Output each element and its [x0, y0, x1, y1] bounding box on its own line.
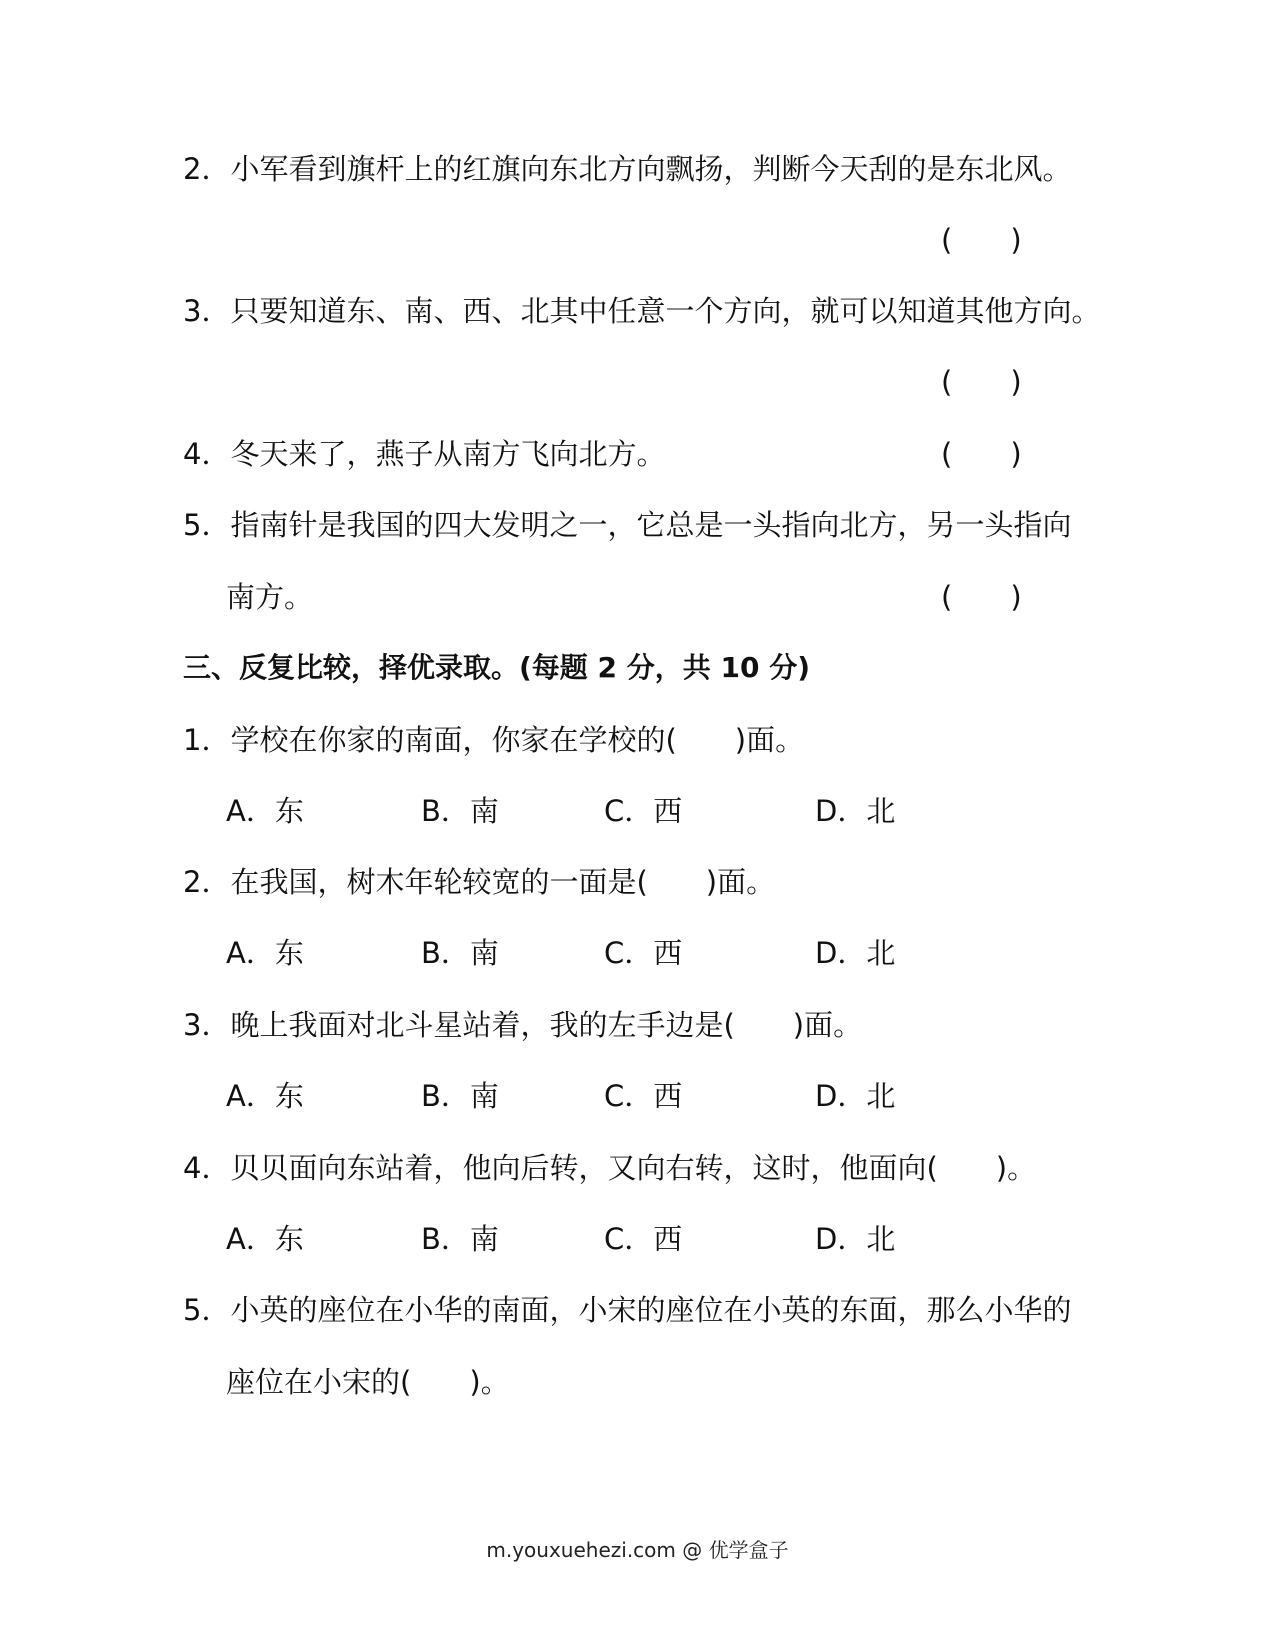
item-number: 2． — [183, 865, 231, 899]
option-b[interactable]: B．南 — [421, 1079, 499, 1113]
item-number: 5． — [183, 508, 231, 542]
item-number: 2． — [183, 152, 231, 186]
option-b[interactable]: B．南 — [421, 794, 499, 828]
option-b[interactable]: B．南 — [421, 936, 499, 970]
item-text: 学校在你家的南面，你家在学校的( )面。 — [230, 723, 805, 757]
option-c[interactable]: C．西 — [604, 936, 683, 970]
item-text: 冬天来了，燕子从南方飞向北方。 — [230, 437, 666, 471]
footer-watermark: m.youxuehezi.com @ 优学盒子 — [486, 1538, 789, 1562]
answer-bracket[interactable]: ( ) — [941, 437, 1022, 471]
choice-item-4 — [183, 1148, 1036, 1188]
item-number: 3． — [183, 1008, 231, 1042]
option-c[interactable]: C．西 — [604, 1079, 683, 1113]
item-number: 1． — [183, 723, 231, 757]
item-text-continuation: 南方。 — [226, 580, 314, 614]
option-a[interactable]: A．东 — [226, 1222, 304, 1256]
item-text: 在我国，树木年轮较宽的一面是( )面。 — [230, 865, 776, 899]
answer-bracket[interactable]: ( ) — [941, 580, 1022, 614]
section-heading: 三、反复比较，择优录取。(每题 2 分，共 10 分) — [183, 651, 811, 684]
answer-bracket[interactable]: ( ) — [941, 365, 1022, 399]
judge-item-3 — [183, 291, 1100, 331]
option-c[interactable]: C．西 — [604, 794, 683, 828]
item-number: 4． — [183, 1151, 231, 1185]
choice-item-3 — [183, 1005, 862, 1045]
option-d[interactable]: D．北 — [815, 1222, 896, 1256]
choice-item-1 — [183, 720, 804, 760]
choice-item-2 — [183, 862, 775, 902]
answer-bracket[interactable]: ( ) — [941, 223, 1022, 257]
option-a[interactable]: A．东 — [226, 1079, 304, 1113]
item-number: 4． — [183, 437, 231, 471]
option-d[interactable]: D．北 — [815, 1079, 896, 1113]
item-number: 3． — [183, 294, 231, 328]
item-number: 5． — [183, 1293, 231, 1327]
item-text: 只要知道东、南、西、北其中任意一个方向，就可以知道其他方向。 — [230, 294, 1101, 328]
item-text: 晚上我面对北斗星站着，我的左手边是( )面。 — [230, 1008, 863, 1042]
option-a[interactable]: A．东 — [226, 936, 304, 970]
item-text: 小军看到旗杆上的红旗向东北方向飘扬，判断今天刮的是东北风。 — [230, 152, 1072, 186]
judge-item-4 — [183, 434, 665, 474]
judge-item-5 — [183, 505, 1071, 545]
item-text: 指南针是我国的四大发明之一，它总是一头指向北方，另一头指向 — [230, 508, 1072, 542]
option-d[interactable]: D．北 — [815, 936, 896, 970]
judge-item-2 — [183, 149, 1071, 189]
item-text-continuation: 座位在小宋的( )。 — [226, 1365, 510, 1399]
option-c[interactable]: C．西 — [604, 1222, 683, 1256]
option-d[interactable]: D．北 — [815, 794, 896, 828]
option-b[interactable]: B．南 — [421, 1222, 499, 1256]
item-text: 贝贝面向东站着，他向后转，又向右转，这时，他面向( )。 — [230, 1151, 1037, 1185]
item-text: 小英的座位在小华的南面，小宋的座位在小英的东面，那么小华的 — [230, 1293, 1072, 1327]
option-a[interactable]: A．东 — [226, 794, 304, 828]
choice-item-5 — [183, 1290, 1071, 1330]
